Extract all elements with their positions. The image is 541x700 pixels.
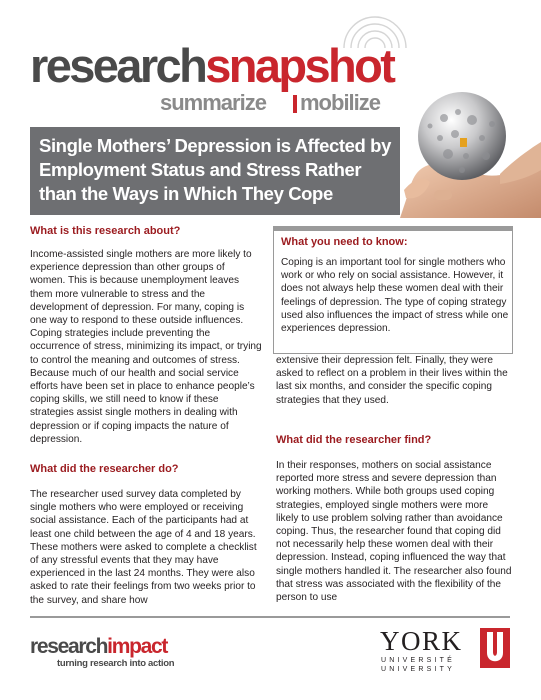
york-university-logo bbox=[380, 628, 510, 678]
title-banner bbox=[30, 127, 400, 215]
paragraph-what-did-researcher-do: The researcher used survey data completed by single mothers who were employed or receiving social assistance. Each of the participants had at least one child between the age of 4 and 18 years. These mothers were asked to complete a checklist of any stressful events that they may have experienced in the last 24 months. They were also asked to rate their feelings from two weeks prior to the survey, and share how bbox=[30, 489, 257, 606]
callout-top-rule bbox=[274, 227, 512, 231]
research-impact-logo bbox=[30, 635, 175, 669]
heading-what-did-researcher-find: What did the researcher find? bbox=[276, 434, 432, 446]
paragraph-about: Income-assisted single mothers are more likely to experience depression than other groups of women. This is because unemployment leaves them more vulnerable to stress and the development of depression. For many, coping is one way to respond to these outside influences. Coping strategies include preventing the occurrence of stress, minimizing its impact, or trying to control the meaning and outcomes of stress. Because much of our health and social service efforts have been set in place to enhance people’s coping skills, we still need to know if these strategies assist single mothers in dealing with depression or if coping impacts the nature of depression. bbox=[30, 249, 262, 445]
brand-research-snapshot bbox=[30, 39, 394, 92]
brand-research: research bbox=[30, 39, 206, 92]
callout-what-you-need-to-know bbox=[273, 226, 513, 354]
hand-holding-globe-icon bbox=[400, 78, 541, 218]
callout-heading: What you need to know: bbox=[281, 236, 408, 248]
york-universite-label bbox=[381, 656, 455, 674]
paragraph-do-continued: extensive their depression felt. Finally, they were asked to reflect on a problem in their lives within the last six months, and consider the specific coping strategies that they used. bbox=[276, 355, 508, 406]
tagline-divider bbox=[293, 95, 297, 113]
york-u-icon bbox=[480, 628, 510, 668]
brand-snapshot: snapshot bbox=[205, 39, 394, 92]
tagline-mobilize: mobilize bbox=[300, 90, 381, 115]
page-title: Single Mothers’ Depression is Affected by Employment Status and Stress Rather than the Ways in Which They Cope bbox=[39, 135, 391, 204]
footer-rule bbox=[30, 616, 510, 618]
york-line-universite: UNIVERSITÉ bbox=[381, 657, 456, 664]
callout-paragraph: Coping is an important tool for single mothers who work or who rely on social assistance. However, it does not always help these women deal with their feelings of depression. The type of coping strategy used also influences the impact of stress while one experiences depression. bbox=[281, 257, 509, 335]
ri-research: research bbox=[30, 635, 108, 658]
ri-tagline: turning research into action bbox=[57, 658, 175, 669]
ri-impact: impact bbox=[107, 635, 168, 658]
york-wordmark: YORK bbox=[380, 626, 463, 656]
tagline-summarize: summarize bbox=[160, 90, 266, 115]
heading-about: What is this research about? bbox=[30, 225, 181, 237]
heading-what-did-researcher-do: What did the researcher do? bbox=[30, 463, 179, 475]
york-line-university: UNIVERSITY bbox=[381, 666, 456, 673]
paragraph-what-did-researcher-find: In their responses, mothers on social assistance reported more stress and severe depression than working mothers. While both groups used coping strategies, employed single mothers were more likely to use problem solving rather than avoidance coping. Thus, the researcher found that coping did not necessarily help these women deal with their depression. Instead, coping influenced the way that single mothers handled it. The researcher also found that stress was associated with the flexibility of the person to use bbox=[276, 460, 512, 604]
